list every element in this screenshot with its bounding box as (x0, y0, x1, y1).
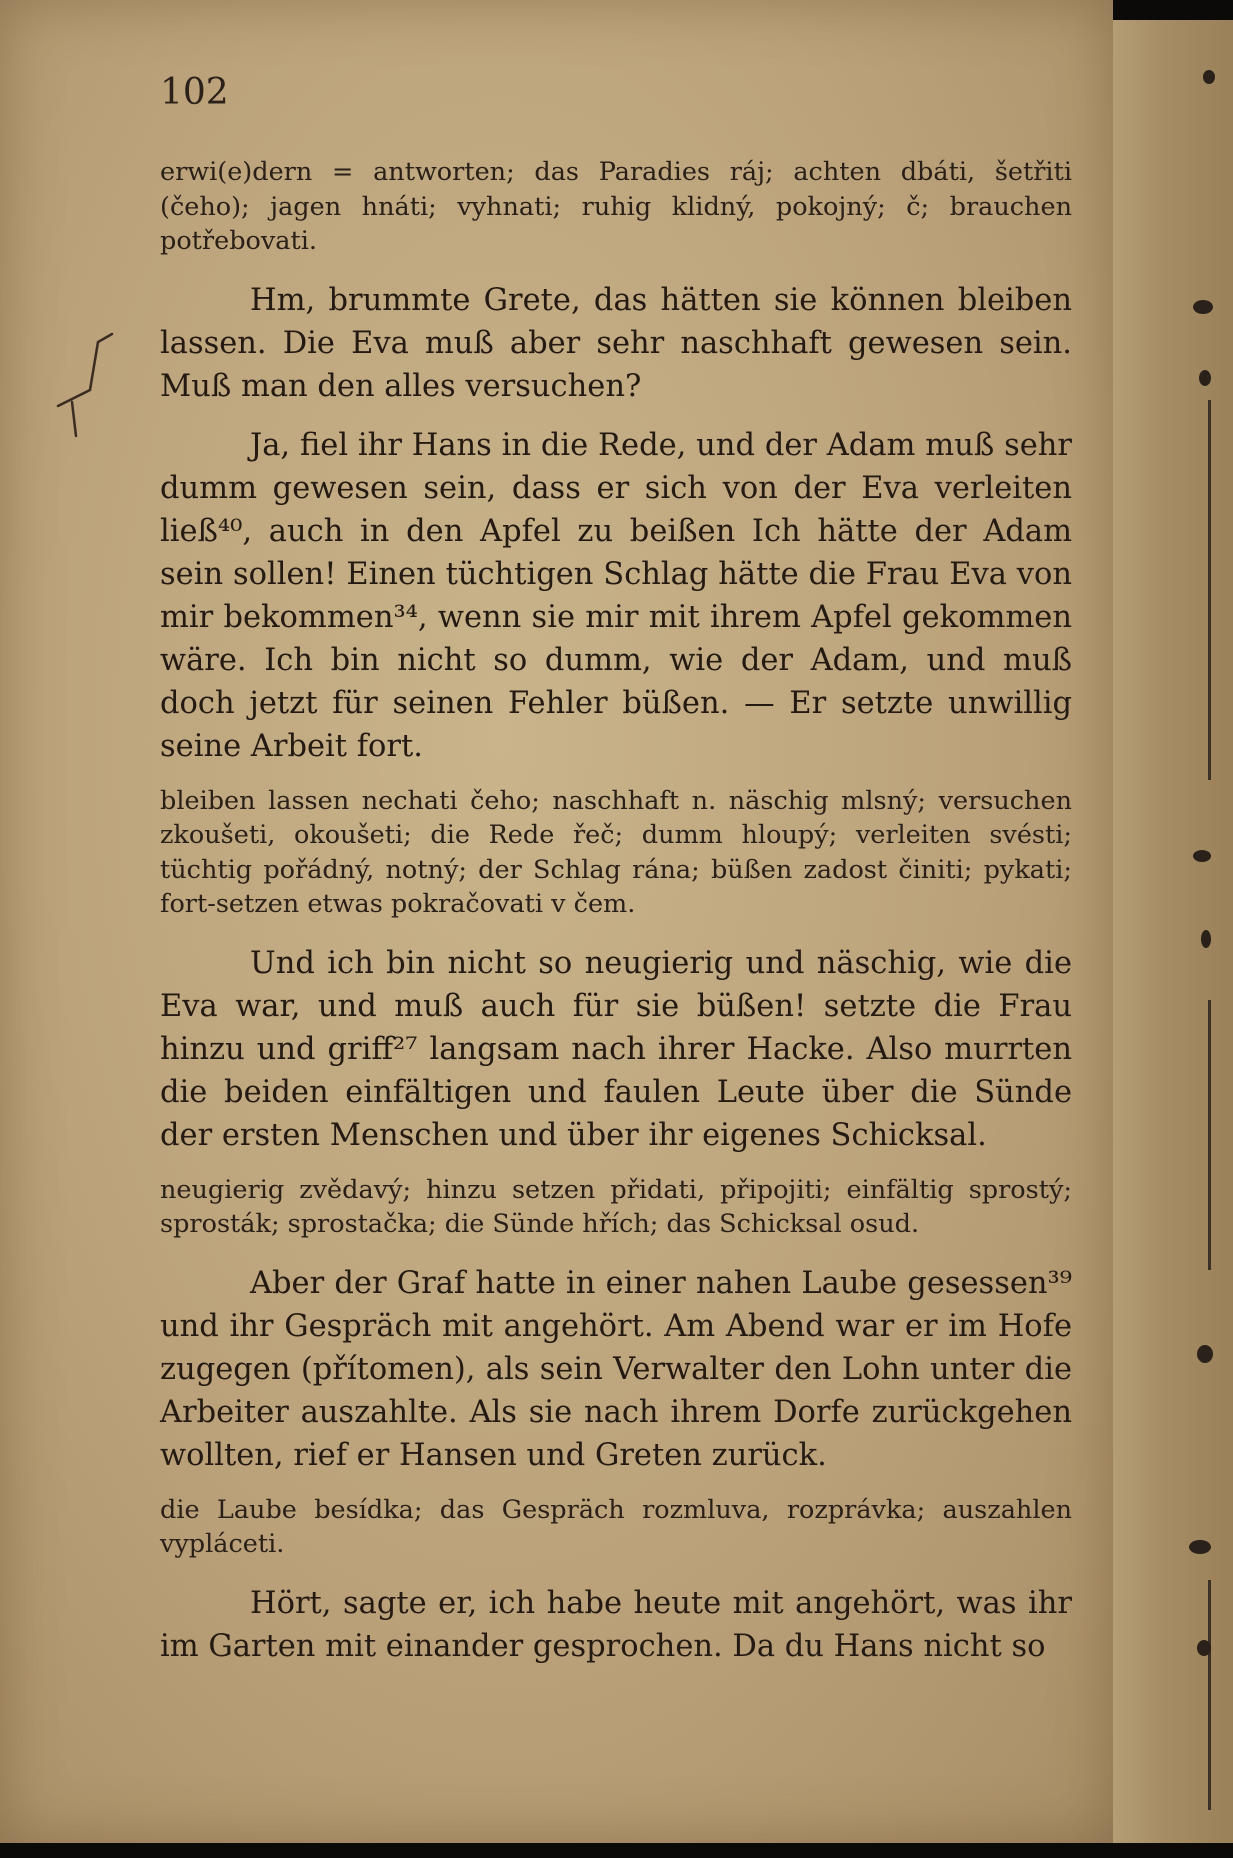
edge-spot (1203, 70, 1215, 84)
pencil-margin-mark (50, 330, 120, 440)
vocabulary-gloss: die Laube besídka; das Gespräch rozmluva, rozprávka; auszahlen vypláceti. (160, 1494, 1072, 1559)
scan-border (0, 1843, 1233, 1858)
text-paragraph: Und ich bin nicht so neugierig und näschig, wie die Eva war, und muß auch für sie büßen! setzte die Frau hinzu und griff²⁷ langsam nach ihrer Hacke. Also murrten die beiden einfältigen und faulen Leute über die Sünde der ersten Menschen und über ihr eigenes Schicksal. (160, 945, 1072, 1153)
edge-spot (1201, 930, 1211, 948)
text-paragraph: Ja, fiel ihr Hans in die Rede, und der Adam muß sehr dumm gewesen sein, dass er sich von der Eva verleiten ließ⁴⁰, auch in den Apfel zu beißen Ich hätte der Adam sein sollen! Einen tüchtigen Schlag hätte die Frau Eva von mir bekommen³⁴, wenn sie mir mit ihrem Apfel gekommen wäre. Ich bin nicht so dumm, wie der Adam, und muß doch jetzt für seinen Fehler büßen. — Er setzte unwillig seine Arbeit fort. (160, 427, 1072, 764)
page-edge (1113, 0, 1233, 1858)
vocabulary-gloss: bleiben lassen nechati čeho; naschhaft n. näschig mlsný; versuchen zkoušeti, okoušeti; die Rede řeč; dumm hloupý; verleiten svésti; tüchtig pořádný, notný; der Schlag rána; büßen zadost činiti; pykati; fort-setzen etwas pokračovati v čem. (160, 785, 1072, 919)
edge-spot (1197, 1640, 1211, 1656)
vocabulary-gloss: erwi(e)dern = antworten; das Paradies ráj; achten dbáti, šetřiti (čeho); jagen hnáti; vyhnati; ruhig klidný, pokojný; č; brauchen potřebovati. (160, 157, 1072, 256)
page-content (160, 155, 1072, 1684)
text-paragraph: Hm, brummte Grete, das hätten sie können bleiben lassen. Die Eva muß aber sehr naschhaft gewesen sein. Muß man den alles versuchen? (160, 282, 1072, 404)
page-number: 102 (160, 72, 229, 113)
vocabulary-gloss: neugierig zvědavý; hinzu setzen přidati, připojiti; einfältig sprostý; sprosták; sprostačka; die Sünde hřích; das Schicksal osud. (160, 1174, 1072, 1239)
edge-line (1208, 1580, 1211, 1810)
text-paragraph: Aber der Graf hatte in einer nahen Laube gesessen³⁹ und ihr Gespräch mit angehört. Am Abend war er im Hofe zugegen (přítomen), als sein Verwalter den Lohn unter die Arbeiter auszahlte. Als sie nach ihrem Dorfe zurückgehen wollten, rief er Hansen und Greten zurück. (160, 1265, 1072, 1473)
edge-spot (1193, 300, 1213, 314)
edge-spot (1193, 850, 1211, 862)
text-paragraph: Hört, sagte er, ich habe heute mit angehört, was ihr im Garten mit einander gesprochen. Da du Hans nicht so (160, 1585, 1072, 1664)
edge-line (1208, 1000, 1211, 1270)
edge-spot (1197, 1345, 1213, 1363)
edge-spot (1189, 1540, 1211, 1554)
edge-spot (1199, 370, 1211, 386)
edge-line (1208, 400, 1211, 780)
scan-border (1113, 0, 1233, 20)
